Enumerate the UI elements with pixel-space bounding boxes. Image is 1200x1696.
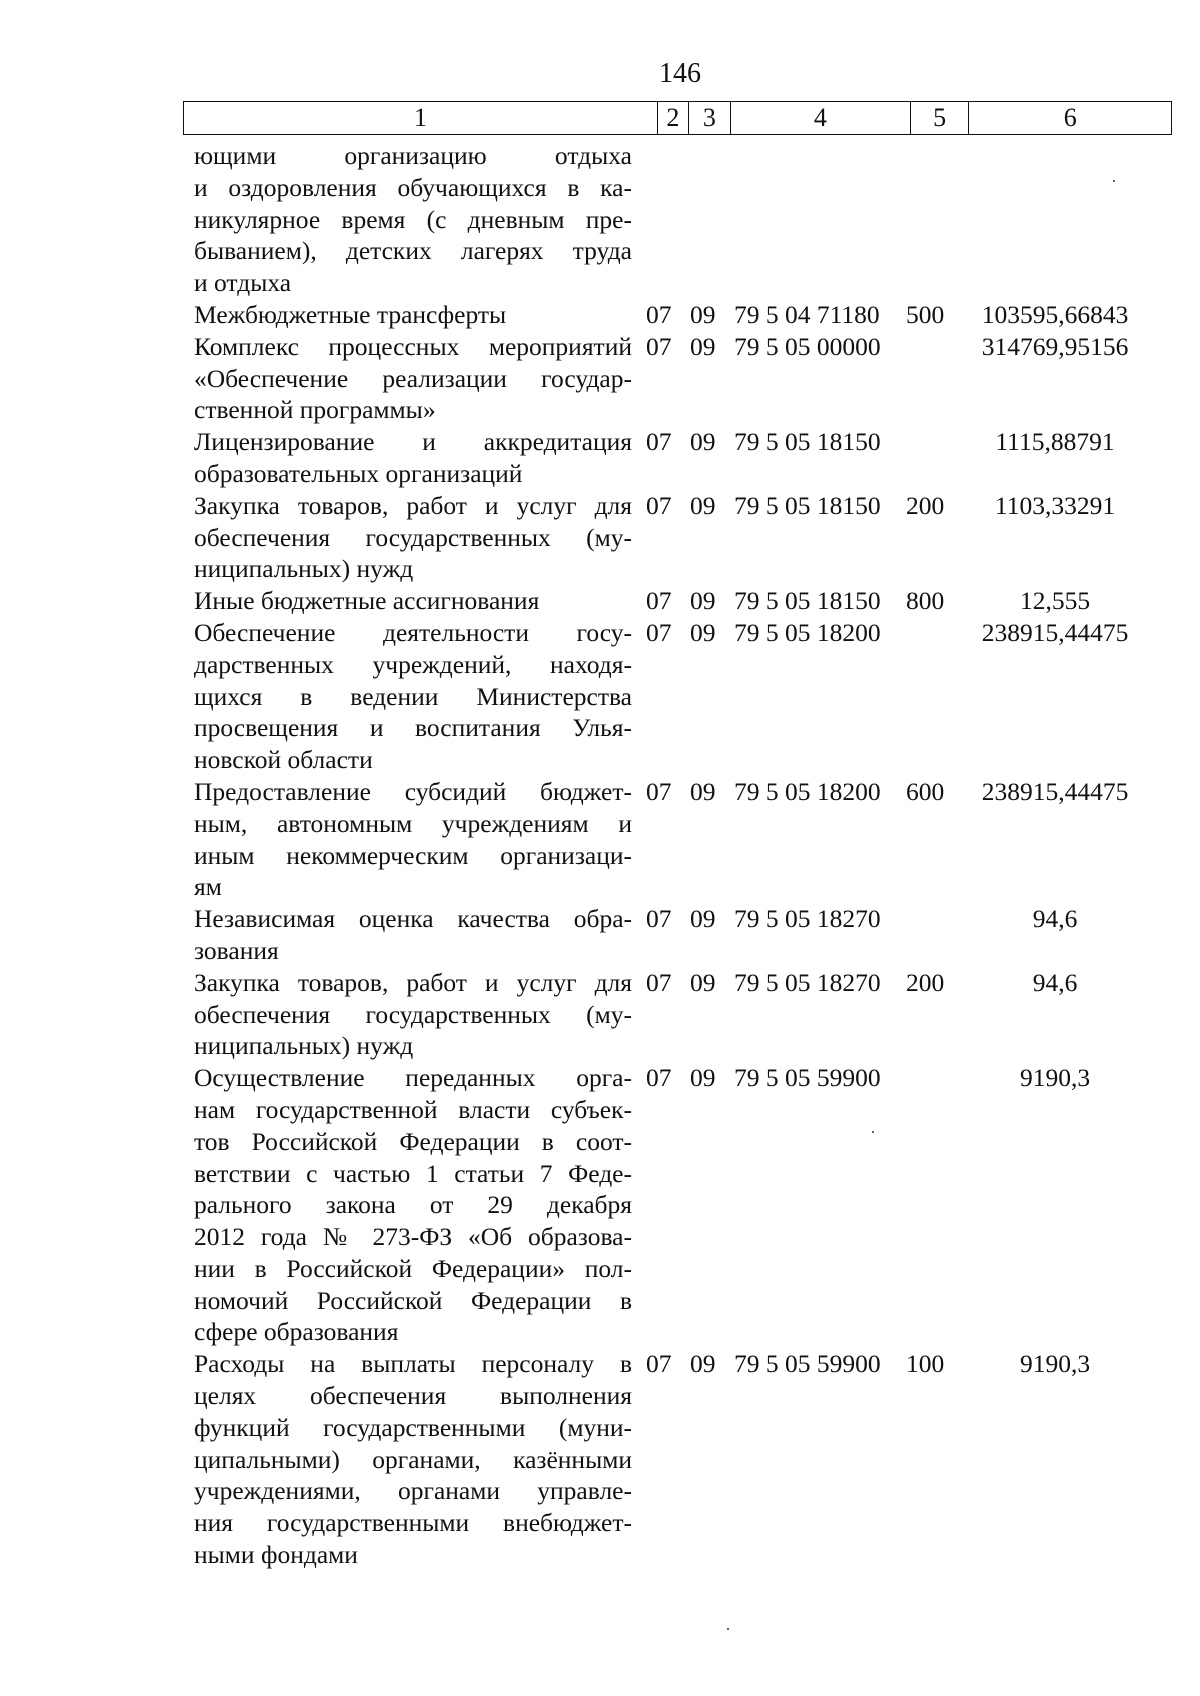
header-col-5: 5	[910, 102, 969, 135]
row-section: 07	[646, 776, 672, 806]
row-name-line: Независимая оценка качества обра-	[194, 904, 632, 934]
scan-speck	[727, 1628, 729, 1630]
row-name-line: быванием), детских лагерях труда	[194, 236, 632, 266]
row-name-line: Иные бюджетные ассигнования	[194, 586, 540, 616]
scan-speck	[1113, 180, 1115, 182]
row-subsection: 09	[690, 776, 716, 806]
row-name	[194, 967, 632, 1062]
row-name	[194, 776, 632, 903]
row-name	[194, 903, 632, 967]
row-amount: 12,555	[1019, 586, 1091, 616]
row-subsection: 09	[690, 490, 716, 520]
row-amount: 94,6	[1032, 904, 1078, 934]
row-amount: 1115,88791	[995, 427, 1115, 457]
table-row	[0, 140, 1200, 299]
row-section: 07	[646, 967, 672, 997]
row-name-line: ветствии с частью 1 статьи 7 Феде-	[194, 1158, 632, 1188]
table-body	[0, 140, 1200, 1571]
row-section: 07	[646, 299, 672, 329]
table-row	[0, 299, 1200, 331]
row-name-line: ющими организацию отдыха	[194, 141, 632, 170]
row-name-line: Комплекс процессных мероприятий	[194, 331, 632, 361]
row-amount: 238915,44475	[981, 617, 1129, 647]
row-amount: 314769,95156	[981, 331, 1129, 361]
row-name-line: Межбюджетные трансферты	[194, 299, 507, 329]
row-name-line: Расходы на выплаты персоналу в	[194, 1349, 632, 1379]
row-name	[194, 1062, 632, 1348]
header-col-6: 6	[969, 102, 1172, 135]
row-amount: 9190,3	[1019, 1349, 1091, 1379]
row-target-article: 79 5 05 18150	[734, 586, 881, 616]
row-name-line: функций государственными (муни-	[194, 1412, 632, 1442]
table-row	[0, 1062, 1200, 1348]
row-name-line: номочий Российской Федерации в	[194, 1285, 632, 1315]
row-name-line: ниципальных) нужд	[194, 554, 414, 584]
row-expense-type: 800	[906, 586, 945, 616]
table-row	[0, 617, 1200, 776]
row-name-line: и отдыха	[194, 268, 292, 298]
row-target-article: 79 5 05 59900	[734, 1063, 881, 1093]
scan-speck	[872, 1131, 874, 1133]
row-amount: 103595,66843	[981, 299, 1129, 329]
row-name-line: ям	[194, 872, 222, 902]
row-name-line: обеспечения государственных (му-	[194, 999, 632, 1029]
row-name-line: Предоставление субсидий бюджет-	[194, 776, 632, 806]
row-target-article: 79 5 05 00000	[734, 331, 881, 361]
header-col-2: 2	[657, 102, 688, 135]
row-expense-type: 500	[906, 299, 945, 329]
row-section: 07	[646, 331, 672, 361]
row-name-line: ственной программы»	[194, 395, 436, 425]
row-name-line: ным, автономным учреждениям и	[194, 808, 632, 838]
row-name-line: ния государственными внебюджет-	[194, 1508, 632, 1538]
row-name-line: нам государственной власти субъек-	[194, 1094, 632, 1124]
row-name-line: учреждениями, органами управле-	[194, 1476, 632, 1506]
row-name-line: образовательных организаций	[194, 458, 523, 488]
row-name-line: ниципальных) нужд	[194, 1031, 414, 1061]
row-target-article: 79 5 05 18270	[734, 904, 881, 934]
row-section: 07	[646, 427, 672, 457]
row-name	[194, 299, 632, 331]
row-amount: 1103,33291	[994, 490, 1116, 520]
table-row	[0, 776, 1200, 903]
row-name-line: сфере образования	[194, 1317, 399, 1347]
row-section: 07	[646, 617, 672, 647]
table-row	[0, 1348, 1200, 1571]
row-name-line: Обеспечение деятельности госу-	[194, 617, 632, 647]
row-name-line: зования	[194, 935, 279, 965]
row-subsection: 09	[690, 586, 716, 616]
row-name	[194, 331, 632, 426]
row-name	[194, 585, 632, 617]
header-col-4: 4	[730, 102, 910, 135]
row-name-line: Лицензирование и аккредитация	[194, 427, 632, 457]
row-expense-type: 200	[906, 967, 945, 997]
row-name-line: и оздоровления обучающихся в ка-	[194, 172, 632, 202]
row-section: 07	[646, 586, 672, 616]
row-name-line: иным некоммерческим организаци-	[194, 840, 632, 870]
row-amount: 238915,44475	[981, 776, 1129, 806]
table-row	[0, 490, 1200, 585]
table-row	[0, 426, 1200, 490]
table-row	[0, 331, 1200, 426]
row-expense-type: 100	[906, 1349, 945, 1379]
row-name	[194, 140, 632, 299]
row-name-line: просвещения и воспитания Улья-	[194, 713, 632, 743]
row-name	[194, 490, 632, 585]
row-name-line: Осуществление переданных орга-	[194, 1063, 632, 1093]
row-subsection: 09	[690, 617, 716, 647]
row-target-article: 79 5 05 18150	[734, 490, 881, 520]
row-name	[194, 426, 632, 490]
row-name-line: дарственных учреждений, находя-	[194, 649, 632, 679]
row-name-line: тов Российской Федерации в соот-	[194, 1126, 632, 1156]
row-name-line: щихся в ведении Министерства	[194, 681, 632, 711]
row-amount: 9190,3	[1019, 1063, 1091, 1093]
row-target-article: 79 5 05 18270	[734, 967, 881, 997]
column-header-row	[183, 101, 1172, 135]
row-target-article: 79 5 05 18150	[734, 427, 881, 457]
row-name-line: нии в Российской Федерации» пол-	[194, 1253, 632, 1283]
row-expense-type: 600	[906, 776, 945, 806]
row-name-line: обеспечения государственных (му-	[194, 522, 632, 552]
row-name-line: Закупка товаров, работ и услуг для	[194, 967, 632, 997]
header-col-1: 1	[184, 102, 658, 135]
row-subsection: 09	[690, 1063, 716, 1093]
row-name-line: новской области	[194, 745, 373, 775]
row-target-article: 79 5 05 18200	[734, 617, 881, 647]
row-name-line: целях обеспечения выполнения	[194, 1381, 632, 1411]
row-name-line: «Обеспечение реализации государ-	[194, 363, 632, 393]
row-name-line: никулярное время (с дневным пре-	[194, 204, 632, 234]
row-amount: 94,6	[1032, 967, 1078, 997]
row-target-article: 79 5 05 59900	[734, 1349, 881, 1379]
row-section: 07	[646, 490, 672, 520]
row-target-article: 79 5 05 18200	[734, 776, 881, 806]
row-name-line: рального закона от 29 декабря	[194, 1190, 632, 1220]
row-name-line: ными фондами	[194, 1540, 358, 1570]
row-subsection: 09	[690, 299, 716, 329]
row-subsection: 09	[690, 967, 716, 997]
row-subsection: 09	[690, 331, 716, 361]
row-section: 07	[646, 904, 672, 934]
page-number: 146	[659, 58, 701, 89]
row-name-line: Закупка товаров, работ и услуг для	[194, 490, 632, 520]
row-section: 07	[646, 1063, 672, 1093]
table-row	[0, 585, 1200, 617]
row-subsection: 09	[690, 1349, 716, 1379]
row-name-line: ципальными) органами, казёнными	[194, 1444, 632, 1474]
row-name-line: 2012 года № 273-ФЗ «Об образова-	[194, 1222, 632, 1252]
table-row	[0, 903, 1200, 967]
row-target-article: 79 5 04 71180	[734, 299, 880, 329]
row-subsection: 09	[690, 904, 716, 934]
row-subsection: 09	[690, 427, 716, 457]
row-section: 07	[646, 1349, 672, 1379]
header-col-3: 3	[688, 102, 730, 135]
row-expense-type: 200	[906, 490, 945, 520]
row-name	[194, 1348, 632, 1571]
row-name	[194, 617, 632, 776]
table-row	[0, 967, 1200, 1062]
